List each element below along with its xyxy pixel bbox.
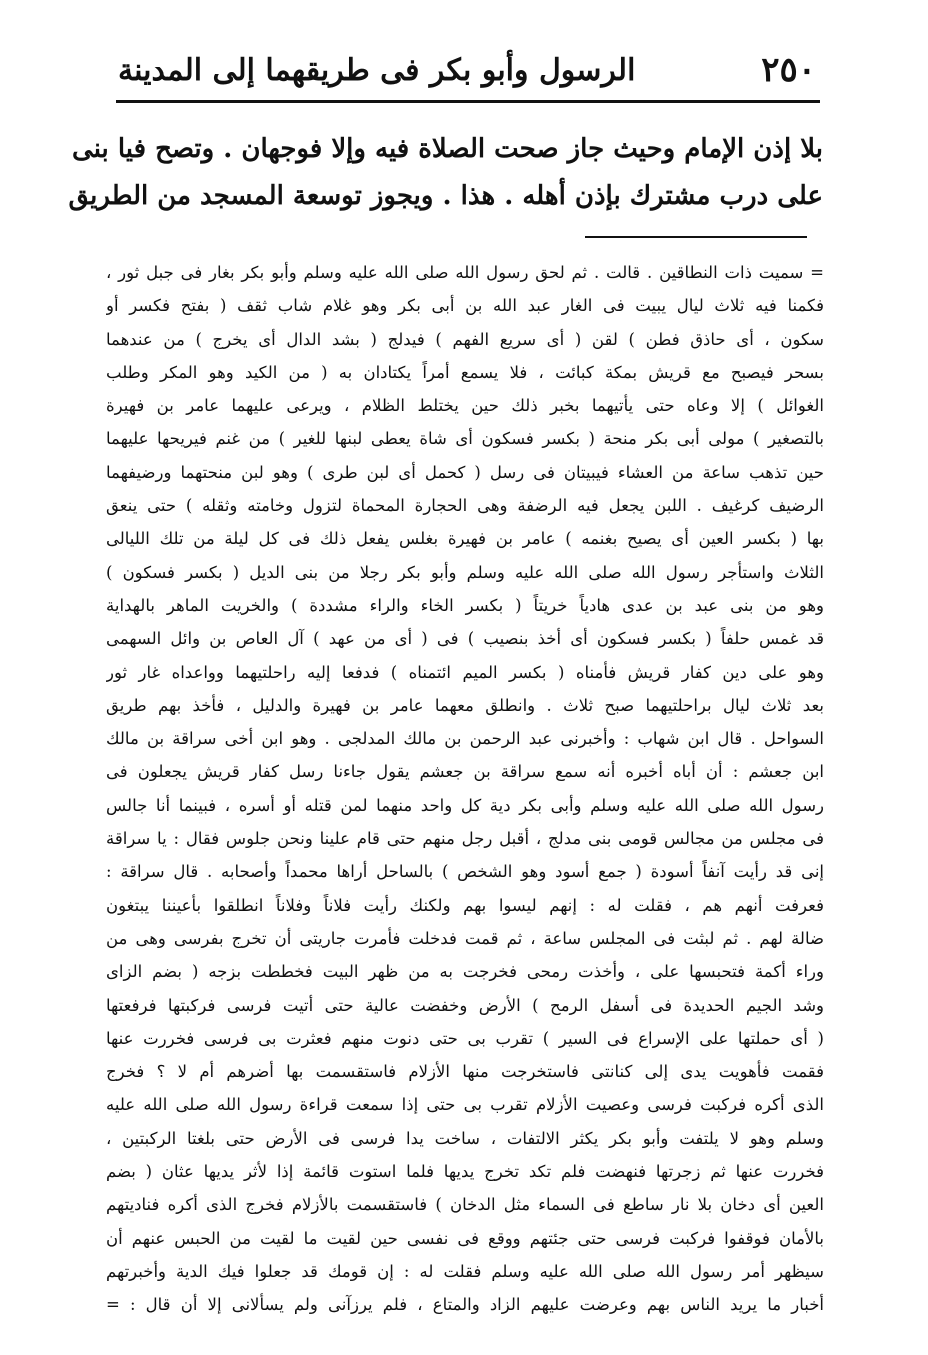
footnote-line: ( أى حملتها على الإسراع فى السير ) تقرب بى حتى دنوت منهم فعثرت بى فرسى فخررت عنها bbox=[106, 1028, 824, 1048]
main-text-line: بلا إذن الإمام وحيث جاز صحت الصلاة فيه وإلا فوجهان . وتصح فيا بنى bbox=[72, 134, 823, 164]
footnote-line: ضالة لهم . ثم لبثت فى المجلس ساعة ، ثم قمت فدخلت فأمرت جاريتى أن تخرج بفرسى وهى من bbox=[106, 928, 824, 948]
footnote-line: السواحل . قال ابن شهاب : وأخبرنى عبد الرحمن بن مالك المدلجى . وهو ابن أخى سراقة بن مالك bbox=[106, 729, 824, 749]
main-text-line: على درب مشترك بإذن أهله . هذا . ويجوز توسعة المسجد من الطريق bbox=[68, 181, 823, 211]
footnote-line: فخررت عنها ثم زجرتها فنهضت فلم تكد تخرج يديها فلما استوت قائمة إذا لأثر يديها عثان ( بضم bbox=[106, 1162, 824, 1182]
footnote-line: فى مجلس من مجالس قومى بنى مدلج ، أقبل رجل منهم حتى قام علينا ونحن جلوس فقال : يا سراقة bbox=[106, 829, 824, 849]
footnote-line: وسلم وهو لا يلتفت وأبو بكر يكثر الالتفات ، ساخت يدا فرسى فى الأرض حتى بلغتا الركبتين ، bbox=[106, 1128, 824, 1148]
footnote-line: بسحر فيصبح مع قريش بمكة كبائت ، فلا يسمع أمراً يكتادان به ( من الكيد وهو المكر وطلب bbox=[106, 362, 824, 382]
footnote-line: فكمنا فيه ثلاث ليال يبيت فى الغار عبد الله بن أبى بكر وهو غلام شاب ثقف ( بفتح فكسر أو bbox=[106, 296, 824, 316]
footnote-line: بها ( بكسر العين أى يصيح بغنمه ) عامر بن فهيرة بغلس يفعل ذلك فى كل ليلة من تلك الليالى bbox=[106, 529, 824, 549]
footnote-divider bbox=[585, 236, 807, 238]
footnote-line: وهو من بنى عبد بن عدى هادياً خريتاً ( بكسر الخاء والراء مشددة ) والخريت الماهر بالهداية bbox=[106, 595, 824, 615]
footnote-line: قد غمس حلفاً ( بكسر فسكون أى أخذ بنصيب ) فى ( أى من عهد ) آل العاص بن وائل السهمى bbox=[106, 629, 824, 649]
page-number: ٢٥٠ bbox=[761, 50, 816, 90]
footnote-line: الغوائل ) إلا وعاه حتى يأتيهما بخبر ذلك حين يختلط الظلام ، ويرعى عليهما عامر بن فهيرة bbox=[106, 396, 824, 416]
footnote-line: بعد ثلاث ليال براحلتيهما صبح ثلاث . وانطلق معهما عامر بن فهيرة والدليل ، فأخذ بهم طريق bbox=[106, 695, 824, 715]
footnote-line: وشد الجيم الحديدة فى أسفل الرمح ) الأرض وخفضت عالية حتى أتيت فرسى فركبتها فرفعتها bbox=[106, 995, 824, 1015]
running-title: الرسول وأبو بكر فى طريقهما إلى المدينة bbox=[118, 52, 636, 88]
header-divider bbox=[116, 100, 820, 103]
page-header bbox=[118, 44, 816, 96]
footnote-line: بالأمان فوقفوا فركبت فرسى حتى جئتهم ووقع فى نفسى حين لقيت ما لقيت من الحبس عنهم أن bbox=[106, 1228, 824, 1248]
footnote-line: إنى قد رأيت آنفاً أسودة ( جمع أسود وهو الشخص ) بالساحل أراها محمداً وأصحابه . قال سراقة : bbox=[106, 862, 824, 882]
footnote-line: ابن جعشم : أن أباه أخبره أنه سمع سراقة بن جعشم يقول جاءنا رسل كفار قريش يجعلون فى bbox=[106, 762, 824, 782]
footnote-line: = سميت ذات النطاقين . قالت . ثم لحق رسول الله صلى الله عليه وسلم وأبو بكر بغار فى جبل ثور ، bbox=[106, 263, 824, 282]
footnote-line: فقمت فأهويت يدى إلى كنانتى فاستخرجت منها الأزلام فاستقسمت بها أضرهم أم لا ؟ فخرج bbox=[106, 1062, 824, 1082]
footnote-line: العين أى دخان بلا نار ساطع فى السماء مثل الدخان ) فاستقسمت بالأزلام فخرج الذى أكره فناديتهم bbox=[106, 1195, 824, 1215]
footnote-line: وهو على دين كفار قريش فأمناه ( بكسر الميم ائتمناه ) فدفعا إليه راحلتيهما وواعداه غار ثور bbox=[106, 662, 824, 682]
footnote-line: بالتصغير ) مولى أبى بكر منحة ( بكسر فسكون أى شاة يعطى لبنها للغير ) من غنم فيريحها عليهما bbox=[106, 429, 824, 449]
footnote-line: فعرفت أنهم هم ، فقلت له : إنهم ليسوا بهم ولكنك رأيت فلاناً وفلاناً انطلقوا بأعيننا يبتغون bbox=[106, 895, 824, 915]
footnote-line: وراء أكمة فتحبسها على ، وأخذت رمحى فخرجت به من ظهر البيت فخططت بزجه ( بضم الزاى bbox=[106, 962, 824, 982]
footnote-line: الرضيف كرغيف . اللبن يجعل فيه الرضفة وهى الحجارة المحماة لتزول وخامته وثقله ) حتى ينعق bbox=[106, 496, 824, 516]
main-text bbox=[68, 126, 823, 220]
footnote-line: أخبار ما يريد الناس بهم وعرضت عليهم الزاد والمتاع ، فلم يرزآنى ولم يسألانى إلا أن قال : = bbox=[106, 1295, 824, 1315]
footnote-line: سكون ، أى حاذق فطن ) لقن ( أى سريع الفهم ) فيدلج ( بشد الدال أى يخرج ) من عندهما bbox=[106, 329, 824, 349]
footnote-line: الثلاث واستأجر رسول الله صلى الله عليه وسلم وأبو بكر رجلا من بنى الديل ( بكسر فسكون ) bbox=[106, 562, 824, 582]
footnote-line: الذى أكره فركبت فرسى وعصيت الأزلام تقرب بى حتى إذا سمعت قراءة رسول الله صلى الله عليه bbox=[106, 1095, 824, 1115]
footnote-line: سيظهر أمر رسول الله صلى الله عليه وسلم فقلت له : إن قومك قد جعلوا فيك الدية وأخبرتهم bbox=[106, 1261, 824, 1281]
footnote-line: حين تذهب ساعة من العشاء فيبيتان فى رسل ( كحمل أى لبن طرى ) وهو لبن منحتهما ورضيفهما bbox=[106, 462, 824, 482]
footnote-line: رسول الله صلى الله عليه وسلم وأبى بكر دية كل واحد منهما لمن قتله أو أسره ، فبينما أنا جالس bbox=[106, 795, 824, 815]
footnotes bbox=[106, 256, 824, 1322]
